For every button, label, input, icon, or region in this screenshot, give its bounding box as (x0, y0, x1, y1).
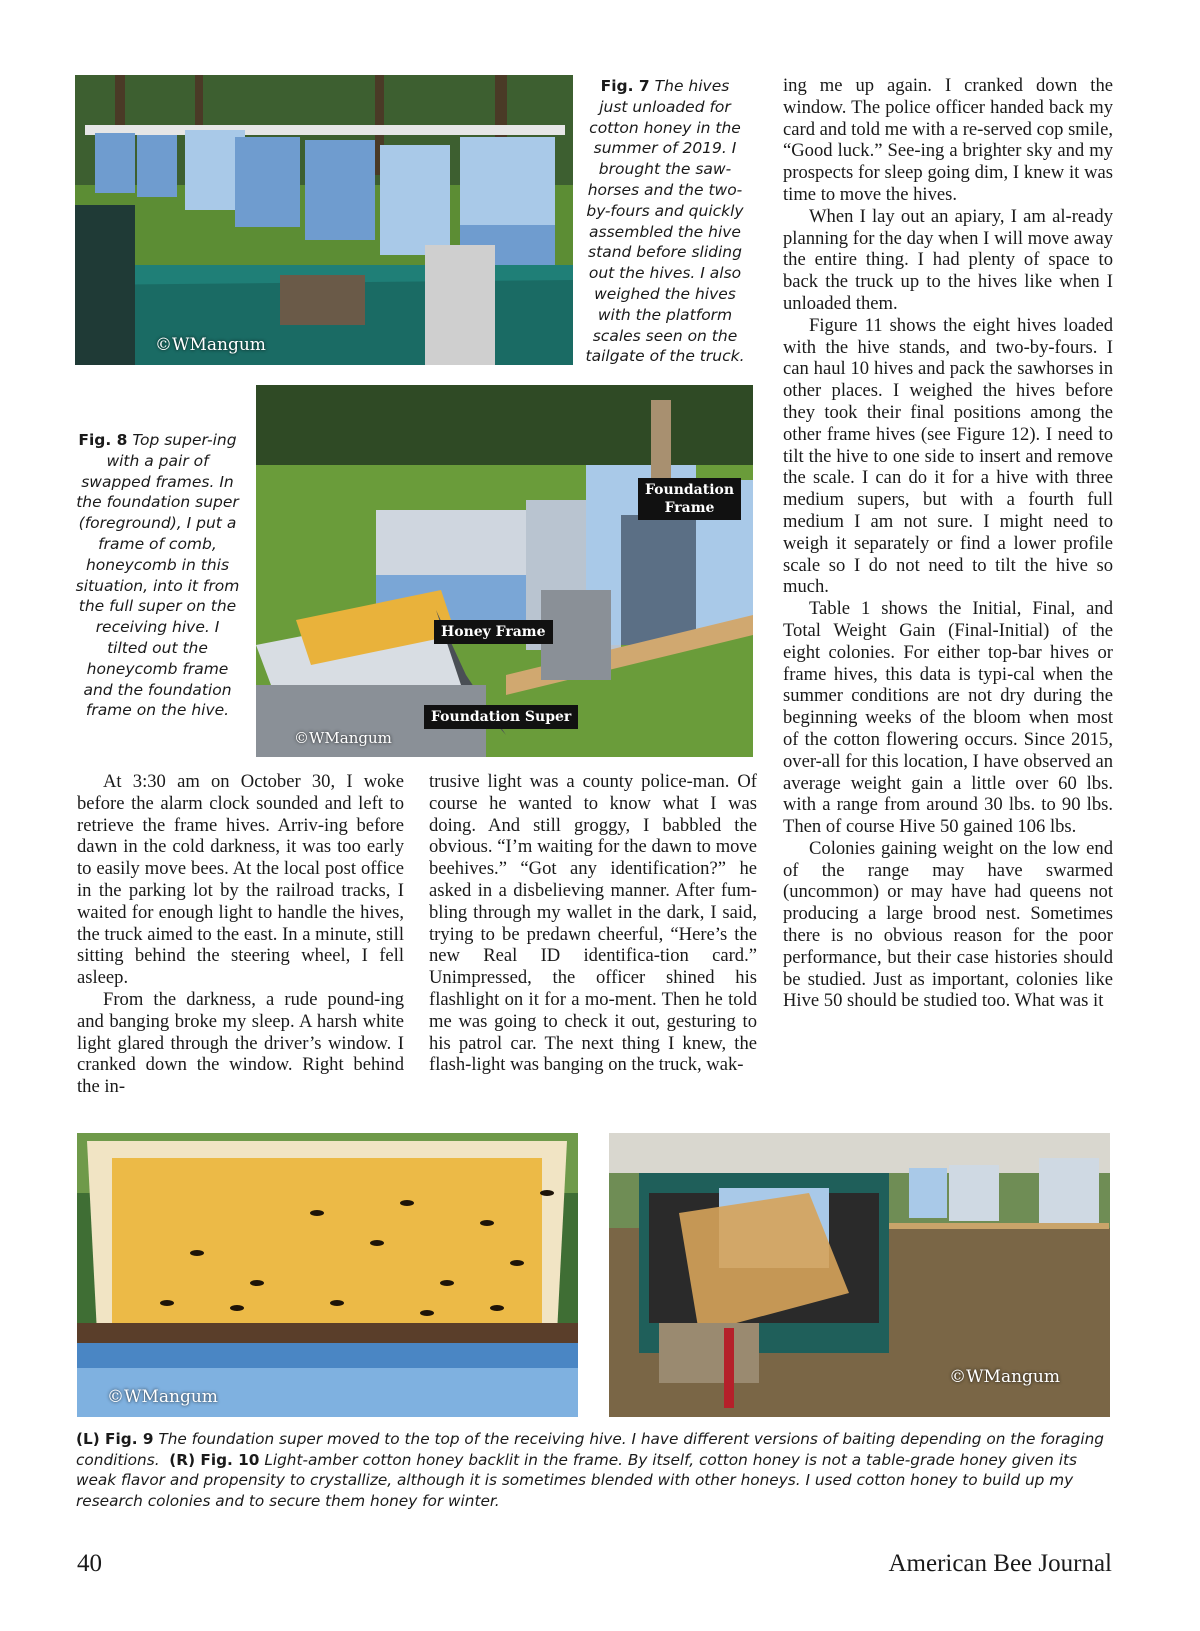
fig9-fig10-caption (76, 1429, 1116, 1511)
body-column-2 (429, 771, 757, 1076)
col3-paragraph-4: Table 1 shows the Initial, Final, and Total Weight Gain (Final-Initial) of the eight colonies. For either top-bar hives or frame hives, this data is typi-cal when the summer conditions are not dry during the beginning weeks of the bloom when most of the cotton flowering occurs. Since 2015, over-all for this location, I have observed an average weight gain a little over 60 lbs. with a range from around 30 lbs. to 90 lbs. Then of course Hive 50 gained 106 lbs. (783, 598, 1113, 838)
col1-paragraph-2: From the darkness, a rude pound-ing and banging broke my sleep. A harsh white light glared through the driver’s window. I cranked down the window. Right behind the in- (77, 988, 404, 1098)
col3-paragraph-1: ing me up again. I cranked down the window. The police officer handed back my card and told me with a re-served cop smile, “Good luck.” See-ing a brighter sky and my prospects for sleep going dim, I knew it was time to move the hives. (783, 75, 1113, 205)
col3-paragraph-2: When I lay out an apiary, I am al-ready planning for the day when I will move away the entire thing. I had plenty of space to back the truck up to the hives like when I unloaded them. (783, 205, 1113, 314)
fig8-text: Top super-ing with a pair of swapped frames. In the foundation super (foreground), I put a frame of comb, honeycomb in this situation, into it from the full super on the receiving hive. I tilted out the honeycomb frame and the foundation frame on the hive. (75, 431, 240, 720)
honey-frame-tag: Honey Frame (434, 620, 553, 644)
col3-paragraph-3: Figure 11 shows the eight hives loaded with the hive stands, and two-by-fours. I can haul 10 hives and pack the sawhorses in other places. I weighed the hives before they took their final positions among the other frame hives (see Figure 12). I need to tilt the hive to one side to insert and remove the scale. I can do it for a hive with three medium supers, but with a fourth full medium I am not sure. I might need to weigh it separately or find a lower profile scale so I do not need to tilt the hive so much. (783, 314, 1113, 598)
fig9-photo (77, 1133, 578, 1417)
fig7-text: The hives just unloaded for cotton honey in the summer of 2019. I brought the saw-horses and the two-by-fours and quickly assembled the hive stand before sliding out the hives. I also weighed the hives with the platform scales seen on the tailgate of the truck. (585, 77, 745, 366)
fig7-label: Fig. 7 (600, 77, 650, 95)
fig10-credit: ©WMangum (949, 1367, 1060, 1387)
fig7-credit: ©WMangum (155, 335, 266, 355)
col2-paragraph-1: trusive light was a county police-man. Of course he wanted to know what I was doing. And still groggy, I babbled the obvious. “I’m waiting for the dawn to move beehives.” “Got any identification?” he asked in a disbelieving manner. After fum-bling through my wallet in the dark, I said, trying to be predawn cheerful, “Here’s the new Real ID identifica-tion card.” Unimpressed, the officer shined his flashlight on it for a mo-ment. Then he told me was going to check it out, gesturing to his patrol car. The next thing I knew, the flash-light was banging on the truck, wak- (429, 771, 757, 1076)
foundation-frame-tag-line2: Frame (664, 500, 715, 516)
foundation-frame-tag (638, 478, 741, 520)
fig8-photo (256, 385, 753, 757)
fig7-caption (585, 76, 745, 367)
fig7-photo (75, 75, 573, 365)
fig9-credit: ©WMangum (107, 1387, 218, 1407)
fig8-label: Fig. 8 (78, 431, 128, 449)
fig9-caption-text: The foundation super moved to the top of the receiving hive. I have different versions of baiting depending on the foraging conditions. (76, 1430, 1105, 1469)
fig8-caption (75, 430, 240, 721)
col3-paragraph-5: Colonies gaining weight on the low end of the range may have swarmed (uncommon) or may have had queens not producing a large brood nest. Sometimes there is no obvious reason for the poor performance, but their case histories should be studied. Just as important, colonies like Hive 50 should be studied too. What was it (783, 837, 1113, 1012)
body-column-3 (783, 75, 1113, 1012)
fig8-credit: ©WMangum (294, 729, 392, 747)
foundation-frame-tag-line1: Foundation (645, 482, 735, 498)
col1-paragraph-1: At 3:30 am on October 30, I woke before the alarm clock sounded and left to retrieve the frame hives. Arriv-ing before dawn in the cold darkness, it was too early to easily move bees. At the local post office in the parking lot by the railroad tracks, I waited for enough light to handle the hives, the truck aimed to the east. In a minute, still sitting behind the steering wheel, I fell asleep. (77, 771, 404, 989)
fig10-photo (609, 1133, 1110, 1417)
foundation-super-tag: Foundation Super (424, 705, 578, 729)
body-column-1 (77, 771, 404, 1098)
fig10-caption-prefix: (R) Fig. 10 (169, 1450, 260, 1469)
page-number: 40 (77, 1550, 102, 1577)
fig9-caption-prefix: (L) Fig. 9 (76, 1430, 154, 1448)
fig10-caption-text: Light-amber cotton honey backlit in the frame. By itself, cotton honey is not a table-grade honey given its weak flavor and propensity to crystallize, although it is sometimes blended with other honeys. I used cotton honey to build up my research colonies and to secure them honey for winter. (76, 1450, 1077, 1510)
journal-title: American Bee Journal (888, 1550, 1112, 1577)
